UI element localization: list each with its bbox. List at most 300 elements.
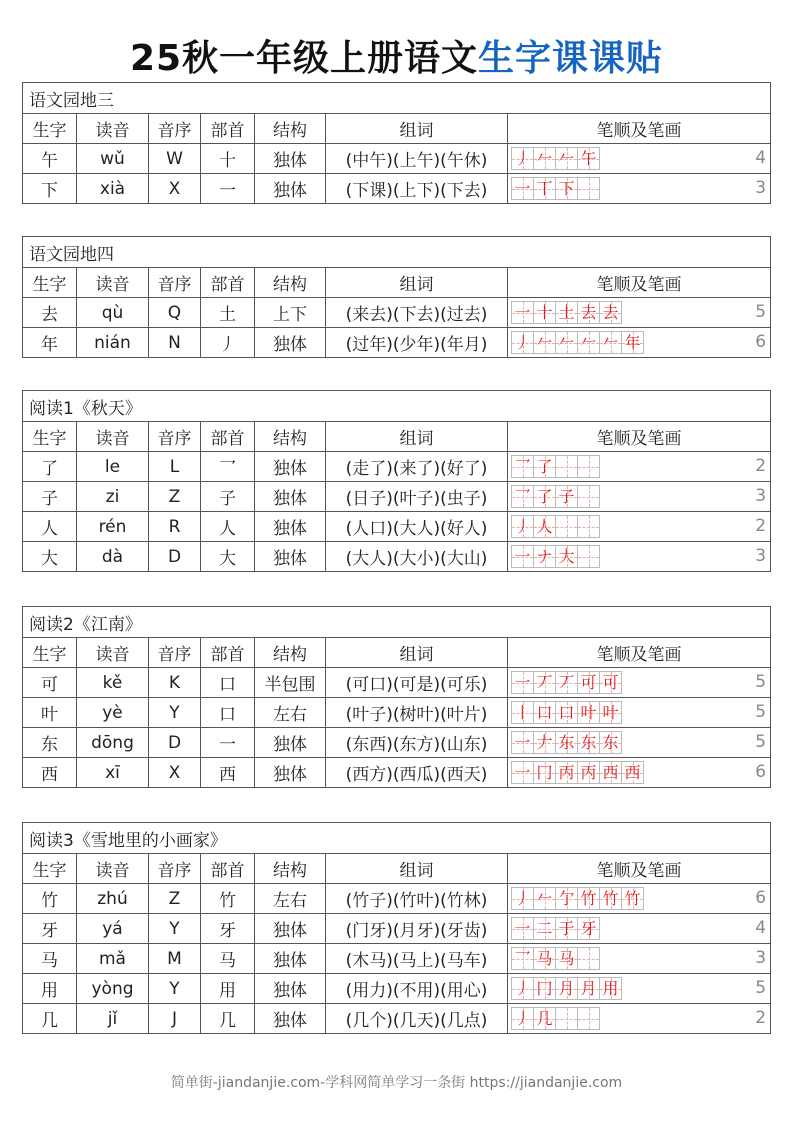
structure-cell: 独体 bbox=[255, 1004, 326, 1034]
structure-cell: 上下 bbox=[255, 298, 326, 328]
stroke-box bbox=[511, 701, 534, 724]
stroke-order-cell bbox=[508, 298, 771, 328]
header-index: 音序 bbox=[149, 268, 201, 298]
words-cell: (下课)(上下)(下去) bbox=[326, 174, 508, 204]
stroke-box bbox=[533, 731, 556, 754]
stroke-box bbox=[577, 731, 600, 754]
header-index: 音序 bbox=[149, 114, 201, 144]
header-structure: 结构 bbox=[255, 638, 326, 668]
structure-cell: 独体 bbox=[255, 944, 326, 974]
char-cell: 竹 bbox=[23, 884, 77, 914]
stroke-step: 十 bbox=[536, 303, 553, 322]
stroke-step: 牙 bbox=[580, 919, 597, 938]
stroke-step: 丙 bbox=[558, 763, 575, 782]
pinyin-cell: le bbox=[77, 452, 149, 482]
stroke-step: 下 bbox=[558, 179, 575, 198]
structure-cell: 左右 bbox=[255, 698, 326, 728]
header-structure: 结构 bbox=[255, 268, 326, 298]
words-cell: (叶子)(树叶)(叶片) bbox=[326, 698, 508, 728]
stroke-grid bbox=[511, 761, 643, 784]
stroke-box bbox=[599, 671, 622, 694]
radical-cell: 用 bbox=[201, 974, 255, 1004]
title-highlight: 生字课课贴 bbox=[478, 38, 664, 79]
index-cell: Y bbox=[149, 914, 201, 944]
words-cell: (用力)(不用)(用心) bbox=[326, 974, 508, 1004]
words-cell: (几个)(几天)(几点) bbox=[326, 1004, 508, 1034]
table-row bbox=[23, 758, 771, 788]
stroke-box bbox=[533, 177, 556, 200]
header-structure: 结构 bbox=[255, 114, 326, 144]
index-cell: Y bbox=[149, 974, 201, 1004]
stroke-box bbox=[555, 917, 578, 940]
table-row bbox=[23, 1004, 771, 1034]
stroke-count: 5 bbox=[755, 702, 767, 722]
header-words: 组词 bbox=[326, 268, 508, 298]
radical-cell: 人 bbox=[201, 512, 255, 542]
stroke-box bbox=[577, 671, 600, 694]
stroke-box bbox=[577, 455, 600, 478]
structure-cell: 独体 bbox=[255, 974, 326, 1004]
stroke-box bbox=[533, 545, 556, 568]
stroke-count: 3 bbox=[755, 546, 767, 566]
structure-cell: 独体 bbox=[255, 452, 326, 482]
stroke-step: 乛 bbox=[514, 487, 531, 506]
stroke-box bbox=[533, 147, 556, 170]
header-char: 生字 bbox=[23, 268, 77, 298]
stroke-step: 一 bbox=[514, 763, 531, 782]
structure-cell: 独体 bbox=[255, 728, 326, 758]
section-table bbox=[22, 82, 771, 204]
header-strokes: 笔顺及笔画 bbox=[508, 422, 771, 452]
stroke-box bbox=[555, 731, 578, 754]
stroke-step: 一 bbox=[514, 733, 531, 752]
header-row bbox=[23, 422, 771, 452]
stroke-step: 𠂉 bbox=[558, 149, 575, 168]
header-index: 音序 bbox=[149, 854, 201, 884]
stroke-box bbox=[599, 977, 622, 1000]
stroke-count: 4 bbox=[755, 148, 767, 168]
stroke-box bbox=[621, 887, 644, 910]
stroke-grid bbox=[511, 301, 621, 324]
stroke-box bbox=[577, 701, 600, 724]
stroke-step: 一 bbox=[514, 919, 531, 938]
structure-cell: 独体 bbox=[255, 914, 326, 944]
stroke-box bbox=[599, 331, 622, 354]
stroke-box bbox=[555, 545, 578, 568]
radical-cell: 口 bbox=[201, 668, 255, 698]
stroke-count: 6 bbox=[755, 888, 767, 908]
structure-cell: 独体 bbox=[255, 512, 326, 542]
pinyin-cell: yá bbox=[77, 914, 149, 944]
stroke-box bbox=[599, 301, 622, 324]
stroke-count: 5 bbox=[755, 732, 767, 752]
stroke-box bbox=[621, 761, 644, 784]
stroke-grid bbox=[511, 147, 599, 170]
stroke-step: 马 bbox=[536, 949, 553, 968]
index-cell: M bbox=[149, 944, 201, 974]
header-row bbox=[23, 114, 771, 144]
header-row bbox=[23, 854, 771, 884]
stroke-box bbox=[555, 761, 578, 784]
stroke-box bbox=[511, 147, 534, 170]
char-cell: 叶 bbox=[23, 698, 77, 728]
stroke-count: 5 bbox=[755, 672, 767, 692]
stroke-box bbox=[577, 1007, 600, 1030]
stroke-step: 一 bbox=[514, 179, 531, 198]
stroke-count: 2 bbox=[755, 456, 767, 476]
radical-cell: 口 bbox=[201, 698, 255, 728]
section-title: 阅读3《雪地里的小画家》 bbox=[23, 823, 771, 854]
stroke-grid bbox=[511, 455, 599, 478]
char-cell: 年 bbox=[23, 328, 77, 358]
table-row bbox=[23, 174, 771, 204]
stroke-box bbox=[577, 947, 600, 970]
stroke-order-cell bbox=[508, 698, 771, 728]
stroke-box bbox=[577, 331, 600, 354]
stroke-count: 5 bbox=[755, 302, 767, 322]
stroke-box bbox=[577, 177, 600, 200]
stroke-box bbox=[533, 887, 556, 910]
stroke-grid bbox=[511, 485, 599, 508]
pinyin-cell: kě bbox=[77, 668, 149, 698]
words-cell: (东西)(东方)(山东) bbox=[326, 728, 508, 758]
structure-cell: 独体 bbox=[255, 174, 326, 204]
stroke-grid bbox=[511, 177, 599, 200]
stroke-order-cell bbox=[508, 758, 771, 788]
footer-watermark: 简单街-jiandanjie.com-学科网简单学习一条街 https://jiandanjie.com bbox=[170, 1075, 623, 1091]
char-cell: 西 bbox=[23, 758, 77, 788]
stroke-order-cell bbox=[508, 668, 771, 698]
stroke-step: 𠂉 bbox=[602, 333, 619, 352]
header-radical: 部首 bbox=[201, 114, 255, 144]
stroke-step: 亇 bbox=[558, 889, 575, 908]
table-row bbox=[23, 914, 771, 944]
stroke-box bbox=[599, 761, 622, 784]
pinyin-cell: yè bbox=[77, 698, 149, 728]
char-cell: 牙 bbox=[23, 914, 77, 944]
char-cell: 大 bbox=[23, 542, 77, 572]
stroke-count: 5 bbox=[755, 978, 767, 998]
index-cell: K bbox=[149, 668, 201, 698]
pinyin-cell: zhú bbox=[77, 884, 149, 914]
pinyin-cell: jǐ bbox=[77, 1004, 149, 1034]
index-cell: D bbox=[149, 542, 201, 572]
char-cell: 去 bbox=[23, 298, 77, 328]
header-radical: 部首 bbox=[201, 638, 255, 668]
section-title-row bbox=[23, 83, 771, 114]
stroke-step: 丙 bbox=[580, 763, 597, 782]
stroke-box bbox=[577, 917, 600, 940]
stroke-step: 𠂉 bbox=[580, 333, 597, 352]
stroke-count: 6 bbox=[755, 762, 767, 782]
radical-cell: 大 bbox=[201, 542, 255, 572]
radical-cell: 西 bbox=[201, 758, 255, 788]
stroke-step: 𠂉 bbox=[536, 149, 553, 168]
radical-cell: 一 bbox=[201, 174, 255, 204]
radical-cell: 土 bbox=[201, 298, 255, 328]
section-title-row bbox=[23, 391, 771, 422]
stroke-order-cell bbox=[508, 482, 771, 512]
section-title: 阅读1《秋天》 bbox=[23, 391, 771, 422]
stroke-box bbox=[555, 485, 578, 508]
stroke-step: 叶 bbox=[602, 703, 619, 722]
index-cell: J bbox=[149, 1004, 201, 1034]
pinyin-cell: yòng bbox=[77, 974, 149, 1004]
char-cell: 子 bbox=[23, 482, 77, 512]
stroke-step: 东 bbox=[558, 733, 575, 752]
stroke-box bbox=[511, 731, 534, 754]
words-cell: (中午)(上午)(午休) bbox=[326, 144, 508, 174]
index-cell: D bbox=[149, 728, 201, 758]
table-row bbox=[23, 698, 771, 728]
stroke-step: 一 bbox=[514, 673, 531, 692]
stroke-box bbox=[533, 947, 556, 970]
header-char: 生字 bbox=[23, 422, 77, 452]
stroke-count: 6 bbox=[755, 332, 767, 352]
index-cell: R bbox=[149, 512, 201, 542]
stroke-box bbox=[511, 331, 534, 354]
stroke-box bbox=[511, 947, 534, 970]
stroke-step: 叶 bbox=[580, 703, 597, 722]
table-row bbox=[23, 452, 771, 482]
table-row bbox=[23, 144, 771, 174]
words-cell: (过年)(少年)(年月) bbox=[326, 328, 508, 358]
structure-cell: 独体 bbox=[255, 328, 326, 358]
char-cell: 几 bbox=[23, 1004, 77, 1034]
header-index: 音序 bbox=[149, 422, 201, 452]
radical-cell: 几 bbox=[201, 1004, 255, 1034]
stroke-box bbox=[555, 701, 578, 724]
stroke-step: 用 bbox=[602, 979, 619, 998]
stroke-step: 土 bbox=[558, 303, 575, 322]
stroke-grid bbox=[511, 671, 621, 694]
radical-cell: 丿 bbox=[201, 328, 255, 358]
stroke-step: 竹 bbox=[624, 889, 641, 908]
structure-cell: 半包围 bbox=[255, 668, 326, 698]
stroke-step: 乛 bbox=[514, 457, 531, 476]
pinyin-cell: dà bbox=[77, 542, 149, 572]
index-cell: Z bbox=[149, 884, 201, 914]
table-row bbox=[23, 668, 771, 698]
stroke-box bbox=[511, 917, 534, 940]
header-strokes: 笔顺及笔画 bbox=[508, 268, 771, 298]
header-words: 组词 bbox=[326, 854, 508, 884]
section-title: 阅读2《江南》 bbox=[23, 607, 771, 638]
char-cell: 人 bbox=[23, 512, 77, 542]
stroke-box bbox=[599, 887, 622, 910]
header-radical: 部首 bbox=[201, 854, 255, 884]
stroke-order-cell bbox=[508, 144, 771, 174]
stroke-step: 冂 bbox=[536, 979, 553, 998]
stroke-grid bbox=[511, 331, 643, 354]
stroke-step: 年 bbox=[624, 333, 641, 352]
words-cell: (木马)(马上)(马车) bbox=[326, 944, 508, 974]
char-cell: 下 bbox=[23, 174, 77, 204]
stroke-box bbox=[533, 761, 556, 784]
char-cell: 了 bbox=[23, 452, 77, 482]
header-row bbox=[23, 268, 771, 298]
stroke-box bbox=[533, 485, 556, 508]
stroke-order-cell bbox=[508, 974, 771, 1004]
stroke-box bbox=[555, 947, 578, 970]
stroke-order-cell bbox=[508, 542, 771, 572]
stroke-box bbox=[577, 485, 600, 508]
stroke-step: 丅 bbox=[536, 179, 553, 198]
stroke-grid bbox=[511, 887, 643, 910]
words-cell: (走了)(来了)(好了) bbox=[326, 452, 508, 482]
pinyin-cell: nián bbox=[77, 328, 149, 358]
stroke-box bbox=[555, 671, 578, 694]
words-cell: (日子)(叶子)(虫子) bbox=[326, 482, 508, 512]
stroke-step: 了 bbox=[536, 457, 553, 476]
structure-cell: 独体 bbox=[255, 758, 326, 788]
stroke-count: 4 bbox=[755, 918, 767, 938]
index-cell: N bbox=[149, 328, 201, 358]
stroke-step: 丆 bbox=[536, 673, 553, 692]
stroke-box bbox=[577, 761, 600, 784]
stroke-step: 丨 bbox=[514, 703, 531, 722]
pinyin-cell: qù bbox=[77, 298, 149, 328]
stroke-step: 去 bbox=[580, 303, 597, 322]
char-cell: 午 bbox=[23, 144, 77, 174]
stroke-step: 二 bbox=[536, 919, 553, 938]
stroke-box bbox=[577, 147, 600, 170]
stroke-box bbox=[511, 485, 534, 508]
stroke-step: 竹 bbox=[602, 889, 619, 908]
table-row bbox=[23, 298, 771, 328]
stroke-count: 2 bbox=[755, 1008, 767, 1028]
stroke-count: 3 bbox=[755, 486, 767, 506]
stroke-box bbox=[511, 671, 534, 694]
pinyin-cell: rén bbox=[77, 512, 149, 542]
pinyin-cell: zi bbox=[77, 482, 149, 512]
structure-cell: 独体 bbox=[255, 542, 326, 572]
stroke-step: 东 bbox=[580, 733, 597, 752]
section-title-row bbox=[23, 607, 771, 638]
header-words: 组词 bbox=[326, 114, 508, 144]
stroke-order-cell bbox=[508, 1004, 771, 1034]
stroke-box bbox=[555, 177, 578, 200]
stroke-box bbox=[511, 301, 534, 324]
stroke-grid bbox=[511, 731, 621, 754]
stroke-step: 竹 bbox=[580, 889, 597, 908]
stroke-count: 2 bbox=[755, 516, 767, 536]
stroke-box bbox=[599, 731, 622, 754]
stroke-step: 几 bbox=[536, 1009, 553, 1028]
stroke-grid bbox=[511, 515, 599, 538]
pinyin-cell: dōng bbox=[77, 728, 149, 758]
stroke-step: 乛 bbox=[514, 949, 531, 968]
radical-cell: 子 bbox=[201, 482, 255, 512]
header-pinyin: 读音 bbox=[77, 638, 149, 668]
stroke-box bbox=[555, 301, 578, 324]
index-cell: L bbox=[149, 452, 201, 482]
stroke-box bbox=[555, 331, 578, 354]
table-row bbox=[23, 512, 771, 542]
stroke-order-cell bbox=[508, 728, 771, 758]
header-row bbox=[23, 638, 771, 668]
stroke-box bbox=[533, 455, 556, 478]
header-radical: 部首 bbox=[201, 268, 255, 298]
header-pinyin: 读音 bbox=[77, 854, 149, 884]
stroke-box bbox=[511, 1007, 534, 1030]
section-table bbox=[22, 822, 771, 1034]
pinyin-cell: xià bbox=[77, 174, 149, 204]
header-words: 组词 bbox=[326, 638, 508, 668]
header-structure: 结构 bbox=[255, 422, 326, 452]
stroke-step: 东 bbox=[602, 733, 619, 752]
index-cell: Z bbox=[149, 482, 201, 512]
section-table bbox=[22, 606, 771, 788]
words-cell: (来去)(下去)(过去) bbox=[326, 298, 508, 328]
stroke-step: ナ bbox=[536, 547, 553, 566]
stroke-step: 一 bbox=[514, 303, 531, 322]
stroke-box bbox=[555, 455, 578, 478]
section-table bbox=[22, 390, 771, 572]
header-words: 组词 bbox=[326, 422, 508, 452]
stroke-step: 口 bbox=[536, 703, 553, 722]
words-cell: (门牙)(月牙)(牙齿) bbox=[326, 914, 508, 944]
stroke-step: 丿 bbox=[514, 1009, 531, 1028]
stroke-step: 午 bbox=[580, 149, 597, 168]
stroke-box bbox=[511, 177, 534, 200]
header-radical: 部首 bbox=[201, 422, 255, 452]
stroke-order-cell bbox=[508, 452, 771, 482]
table-row bbox=[23, 944, 771, 974]
table-row bbox=[23, 728, 771, 758]
radical-cell: 马 bbox=[201, 944, 255, 974]
stroke-step: 子 bbox=[558, 487, 575, 506]
stroke-step: 一 bbox=[514, 547, 531, 566]
stroke-step: 去 bbox=[602, 303, 619, 322]
index-cell: X bbox=[149, 758, 201, 788]
section-title: 语文园地三 bbox=[23, 83, 771, 114]
stroke-grid bbox=[511, 1007, 599, 1030]
index-cell: W bbox=[149, 144, 201, 174]
index-cell: Q bbox=[149, 298, 201, 328]
stroke-step: 西 bbox=[602, 763, 619, 782]
stroke-step: 𠂉 bbox=[536, 333, 553, 352]
table-row bbox=[23, 884, 771, 914]
stroke-box bbox=[577, 515, 600, 538]
table-row bbox=[23, 482, 771, 512]
radical-cell: 一 bbox=[201, 728, 255, 758]
stroke-box bbox=[555, 887, 578, 910]
stroke-grid bbox=[511, 977, 621, 1000]
header-strokes: 笔顺及笔画 bbox=[508, 114, 771, 144]
stroke-order-cell bbox=[508, 944, 771, 974]
stroke-step: 西 bbox=[624, 763, 641, 782]
stroke-step: 丿 bbox=[514, 149, 531, 168]
words-cell: (竹子)(竹叶)(竹林) bbox=[326, 884, 508, 914]
structure-cell: 独体 bbox=[255, 144, 326, 174]
stroke-box bbox=[533, 671, 556, 694]
stroke-box bbox=[533, 977, 556, 1000]
stroke-count: 3 bbox=[755, 178, 767, 198]
pinyin-cell: mǎ bbox=[77, 944, 149, 974]
stroke-step: 月 bbox=[580, 979, 597, 998]
stroke-step: 丿 bbox=[514, 333, 531, 352]
radical-cell: 牙 bbox=[201, 914, 255, 944]
stroke-grid bbox=[511, 917, 599, 940]
stroke-box bbox=[511, 887, 534, 910]
header-structure: 结构 bbox=[255, 854, 326, 884]
char-cell: 用 bbox=[23, 974, 77, 1004]
stroke-box bbox=[577, 887, 600, 910]
stroke-order-cell bbox=[508, 512, 771, 542]
stroke-box bbox=[577, 301, 600, 324]
stroke-step: 丿 bbox=[514, 889, 531, 908]
